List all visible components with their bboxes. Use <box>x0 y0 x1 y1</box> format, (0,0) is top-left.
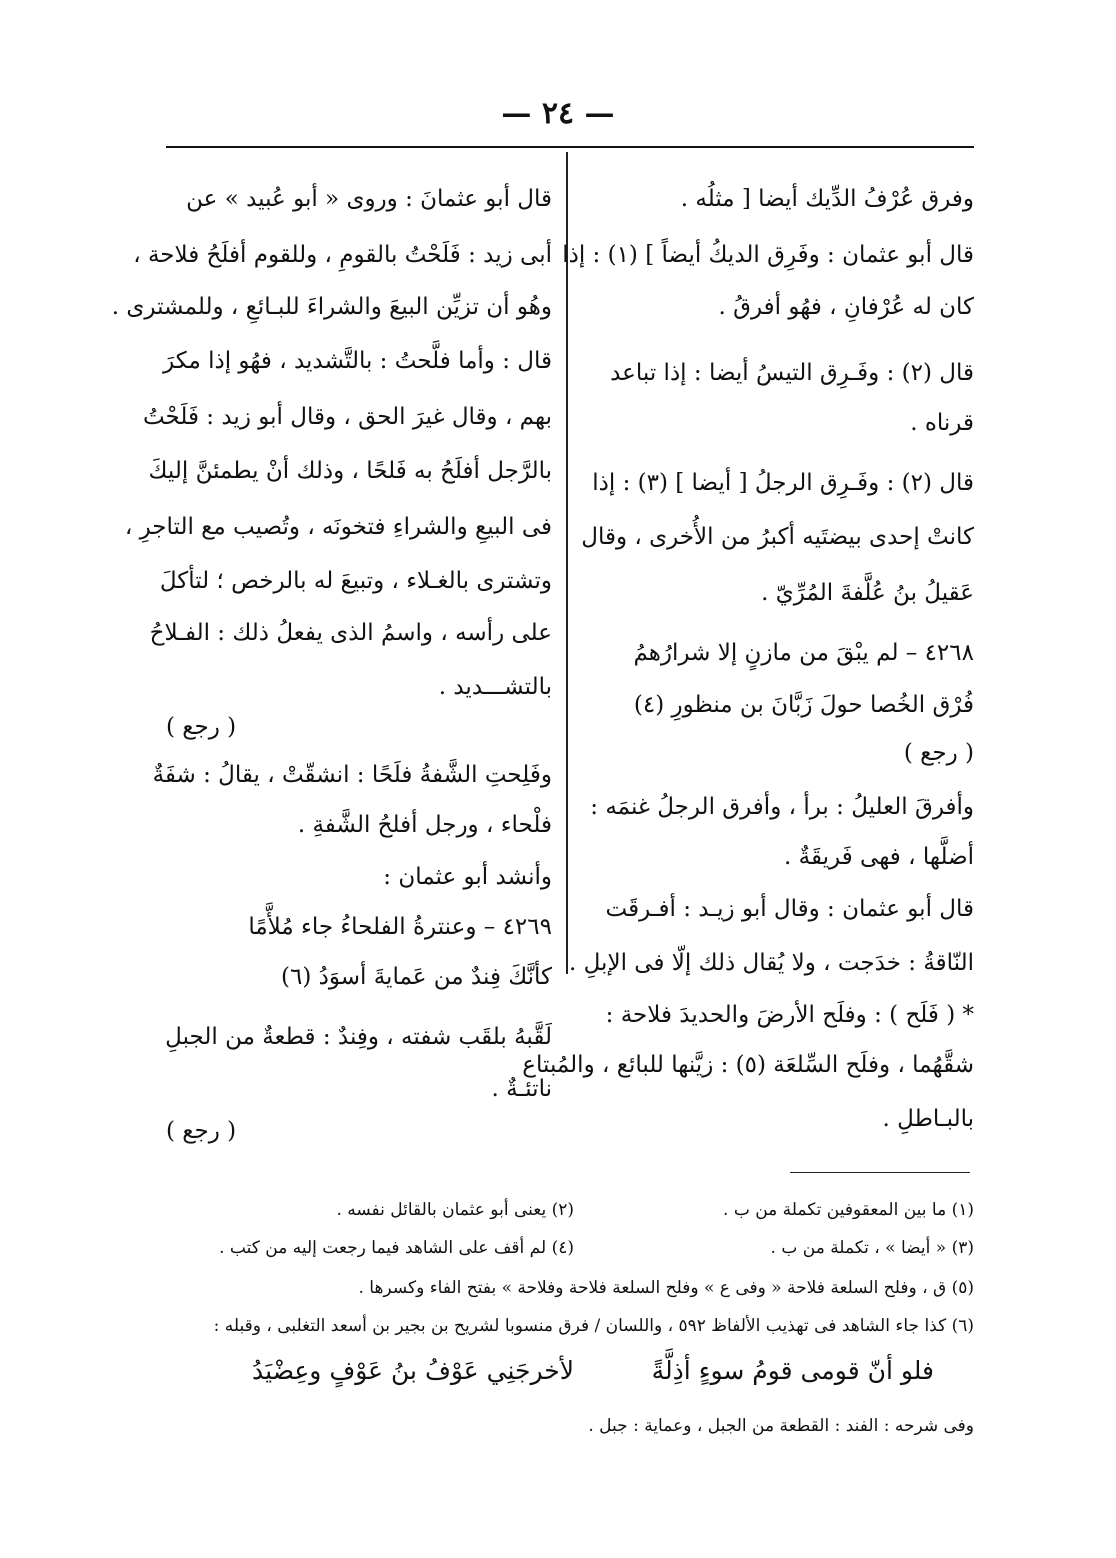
verse-second-hemistich: لأخرجَنِي عَوْفُ بنُ عَوْفٍ وعِضْيَدُ <box>252 1356 574 1385</box>
right-line-18: بالبـاطلِ . <box>882 1106 974 1132</box>
left-line-16: كأنَّكَ فِندٌ من عَمايةَ أسوَدُ (٦) <box>281 964 552 990</box>
left-line-12: وفَلِحتِ الشَّفةُ فلَحًا : انشقّتْ ، يقالُ : شفَةٌ <box>152 762 552 788</box>
footnote-4: (٤) لم أقف على الشاهد فيما رجعت إليه من كتب . <box>219 1238 574 1258</box>
right-line-4: قال (٢) : وفَـرِق التيسُ أيضا : إذا تباعد <box>610 360 974 386</box>
right-line-1: وفرق عُرْفُ الدِّيك أيضا [ مثلُه . <box>680 186 974 212</box>
left-line-13: فلْحاء ، ورجل أفلحُ الشَّفةِ . <box>297 812 552 838</box>
left-line-6: بالرَّجل أفلَحُ به فَلحًا ، وذلك أنْ يطمئنَّ إليكَ <box>148 458 552 484</box>
top-rule <box>166 146 974 148</box>
left-line-10: بالتشـــديد . <box>438 674 552 700</box>
footnote-1: (١) ما بين المعقوفين تكملة من ب . <box>723 1200 974 1220</box>
left-line-2: أبى زيد : فَلَحْتُ بالقومِ ، وللقوم أفلَحُ فلاحة ، <box>133 242 552 268</box>
left-line-4: قال : وأما فلَّحتُ : بالتَّشديد ، فهُو إذا مكرَ <box>163 348 552 374</box>
right-line-7: كانتْ إحدى بيضتَيه أكبرُ من الأُخرى ، وقال <box>581 524 974 550</box>
footnote-6: (٦) كذا جاء الشاهد فى تهذيب الألفاظ ٥٩٢ ، واللسان / فرق منسوبا لشريح بن بجير بن أسعد التغلبى ، وقبله : <box>213 1316 974 1336</box>
right-line-12: وأفرقَ العليلُ : برأ ، وأفرق الرجلُ غنمَه : <box>590 794 974 820</box>
column-divider <box>566 152 568 974</box>
right-line-16: * ( فَلَح ) : وفلَح الأرضَ والحديدَ فلاحة : <box>605 1002 974 1028</box>
right-line-13: أضلَّها ، فهى فَريقَةٌ . <box>784 844 974 870</box>
right-line-9: ٤٢٦٨ – لم يبْقَ من مازنٍ إلا شرارُهمُ <box>633 640 974 666</box>
right-line-6: قال (٢) : وفَـرِق الرجلُ [ أيضا ] (٣) : إذا <box>592 470 974 496</box>
left-line-7: فى البيعِ والشراءِ فتخونَه ، وتُصيب مع التاجرِ ، <box>124 514 552 540</box>
left-line-17: لَقَّبهُ بلقَب شفته ، وفِندٌ : قطعةٌ من الجبلِ <box>165 1024 552 1050</box>
right-line-10: فُرْق الخُصا حولَ زَبَّانَ بن منظورِ (٤) <box>633 692 974 718</box>
left-line-11: ( رجع ) <box>166 714 237 740</box>
right-line-8: عَقيلُ بنُ عُلَّفةَ المُرِّيّ . <box>761 580 974 606</box>
left-line-14: وأنشد أبو عثمان : <box>383 864 552 890</box>
left-line-18: ناتئـةٌ . <box>491 1076 552 1102</box>
left-line-1: قال أبو عثمانَ : وروى « أبو عُبيد » عن <box>186 186 552 212</box>
footnote-gloss: وفى شرحه : الفند : القطعة من الجبل ، وعماية : جبل . <box>588 1416 974 1436</box>
footnote-3: (٣) « أيضا » ، تكملة من ب . <box>770 1238 974 1258</box>
right-line-17: شقَّهُما ، وفلَح السِّلعَة (٥) : زيَّنها للبائع ، والمُبتاع <box>522 1052 974 1078</box>
left-line-9: على رأسه ، واسمُ الذى يفعلُ ذلك : الفـلاحُ <box>149 620 552 646</box>
right-line-15: النّاقةُ : خدَجت ، ولا يُقال ذلك إلّا فى الإبلِ . <box>569 950 974 976</box>
footnote-5: (٥) ق ، وفلح السلعة فلاحة « وفى ع » وفلح السلعة فلاحة وفلاحة » بفتح الفاء وكسرها . <box>358 1278 974 1298</box>
right-line-2: قال أبو عثمان : وفَرِق الديكُ أيضاً ] (١) : إذا <box>562 242 974 268</box>
footnote-rule <box>790 1172 970 1173</box>
verse-first-hemistich: فلو أنّ قومى قومُ سوءٍ أذِلَّةً <box>651 1356 934 1385</box>
left-line-3: وهُو أن تزيِّن البيعَ والشراءَ للبـائعِ ، وللمشترى . <box>111 294 552 320</box>
left-line-19: ( رجع ) <box>166 1118 237 1144</box>
footnotes <box>166 1194 974 1464</box>
right-line-11: ( رجع ) <box>903 740 974 766</box>
right-line-14: قال أبو عثمان : وقال أبو زيـد : أفـرقَت <box>605 896 974 922</box>
left-line-15: ٤٢٦٩ – وعنترةُ الفلحاءُ جاء مُلأَّمًا <box>248 914 552 940</box>
left-line-8: وتشترى بالغـلاء ، وتبيعَ له بالرخص ؛ لتأكلَ <box>159 568 552 594</box>
right-line-5: قرناه . <box>910 410 974 436</box>
page-number: — ٢٤ — <box>501 96 615 131</box>
right-line-3: كان له عُرْفانِ ، فهُو أفرقُ . <box>718 294 974 320</box>
footnote-2: (٢) يعنى أبو عثمان بالقائل نفسه . <box>336 1200 574 1220</box>
left-line-5: بهم ، وقال غيرَ الحق ، وقال أبو زيد : فَلَحْتُ <box>142 404 552 430</box>
